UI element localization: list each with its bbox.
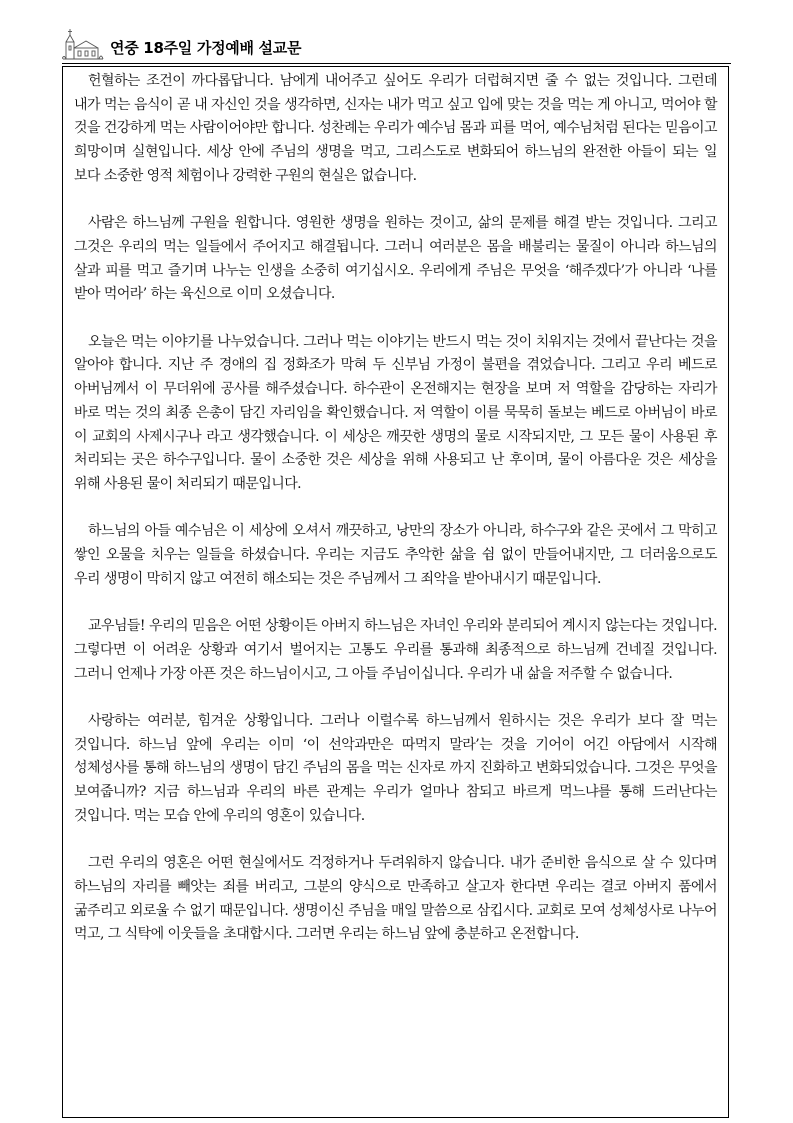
paragraph: 사랑하는 여러분, 힘겨운 상황입니다. 그러나 이럴수록 하느님께서 원하시는 것은 우리가 보다 잘 먹는 것입니다. 하느님 앞에 우리는 이미 ‘이 선악과만은 따먹지 말라’는 것을 기어이 어긴 아담에서 시작해 성체성사를 통해 하느님의 생명이 담긴 주님의 몸을 먹는 신자로 까지 진화하고 변화되었습니다. 그것은 무엇을 보여줍니까? 지금 하느님과 우리의 바른 관계는 우리가 얼마나 참되고 바르게 먹느냐를 통해 드러난다는 것입니다. 먹는 모습 안에 우리의 영혼이 있습니다.	[74, 712, 717, 824]
page-header	[62, 28, 731, 62]
paragraph: 오늘은 먹는 이야기를 나누었습니다. 그러나 먹는 이야기는 반드시 먹는 것이 치워지는 것에서 끝난다는 것을 알아야 합니다. 지난 주 경애의 집 정화조가 막혀 두 신부님 가정이 불편을 겪었습니다. 그리고 우리 베드로 아버님께서 이 무더위에 공사를 해주셨습니다. 하수관이 온전해지는 현장을 보며 저 역할을 감당하는 자리가 바로 먹는 것의 최종 은총이 담긴 자리임을 확인했습니다. 저 역할이 이를 묵묵히 돌보는 베드로 아버님이 바로 이 교회의 사제시구나 라고 생각했습니다. 이 세상은 깨끗한 생명의 물로 시작되지만, 그 모든 물이 사용된 후 처리되는 곳은 하수구입니다. 물이 소중한 것은 세상을 위해 사용되고 난 후이며, 물이 아름다운 것은 세상을 위해 사용된 물이 처리되기 때문입니다.	[74, 333, 717, 492]
paragraph: 그런 우리의 영혼은 어떤 현실에서도 걱정하거나 두려워하지 않습니다. 내가 준비한 음식으로 살 수 있다며 하느님의 자리를 빼앗는 죄를 버리고, 그분의 양식으로 만족하고 살고자 한다면 우리는 결코 아버지 품에서 굶주리고 외로울 수 없기 때문입니다. 생명이신 주님을 매일 말씀으로 삼킵시다. 교회로 모여 성체성사로 나누어 먹고, 그 식탁에 이웃들을 초대합시다. 그러면 우리는 하느님 앞에 충분하고 온전합니다.	[74, 855, 717, 943]
paragraph: 교우님들! 우리의 믿음은 어떤 상황이든 아버지 하느님은 자녀인 우리와 분리되어 계시지 않는다는 것입니다. 그렇다면 이 어려운 상황과 여기서 벌어지는 고통도 우리를 통과해 최종적으로 하느님께 건네질 것입니다. 그러니 언제나 가장 아픈 것은 하느님이시고, 그 아들 주님이십니다. 우리가 내 삶을 저주할 수 없습니다.	[74, 618, 717, 682]
paragraph: 하느님의 아들 예수님은 이 세상에 오셔서 깨끗하고, 낭만의 장소가 아니라, 하수구와 같은 곳에서 그 막히고 쌓인 오물을 치우는 일들을 하셨습니다. 우리는 지금도 추악한 삶을 쉼 없이 만들어내지만, 그 더러움으로도 우리 생명이 막히지 않고 여전히 해소되는 것은 주님께서 그 죄악을 받아내시기 때문입니다.	[74, 523, 717, 587]
paragraph: 헌혈하는 조건이 까다롭답니다. 남에게 내어주고 싶어도 우리가 더럽혀지면 줄 수 없는 것입니다. 그런데 내가 먹는 음식이 곧 내 자신인 것을 생각하면, 신자는 내가 먹고 싶고 입에 맞는 것을 먹는 게 아니고, 먹어야 할 것을 건강하게 먹는 사람이어야만 합니다. 성찬례는 우리가 예수님 몸과 피를 먹어, 예수님처럼 된다는 믿음이고 희망이며 실현입니다. 세상 안에 주님의 생명을 먹고, 그리스도로 변화되어 하느님의 완전한 아들이 되는 일 보다 소중한 영적 체험이나 강력한 구원의 현실은 없습니다.	[74, 73, 717, 184]
church-icon	[62, 28, 104, 60]
paragraph: 사람은 하느님께 구원을 원합니다. 영원한 생명을 원하는 것이고, 삶의 문제를 해결 받는 것입니다. 그리고 그것은 우리의 먹는 일들에서 주어지고 해결됩니다. 그러니 여러분은 몸을 배불리는 물질이 아니라 하느님의 살과 피를 먹고 즐기며 나누는 인생을 소중히 여기십시오. 우리에게 주님은 무엇을 ‘해주겠다’가 아니라 ‘나를 받아 먹어라’ 하는 육신으로 이미 오셨습니다.	[74, 215, 717, 303]
header-divider	[62, 63, 731, 64]
page-title: 연중 18주일 가정예배 설교문	[110, 39, 302, 57]
sermon-text-box	[62, 66, 729, 1118]
